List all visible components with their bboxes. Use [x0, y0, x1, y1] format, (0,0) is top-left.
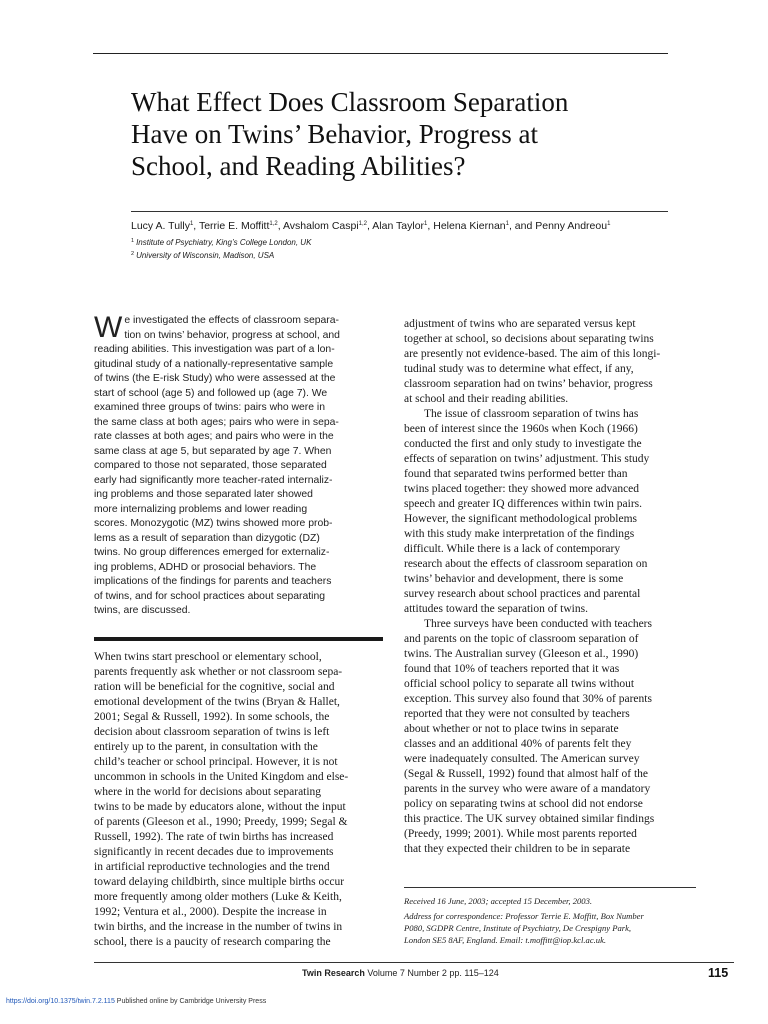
- abstract-line: of twins (the E-risk Study) who were assessed at the: [94, 373, 336, 384]
- body-line: Russell, 1992). The rate of twin births has increased: [94, 831, 334, 843]
- affiliation-number: 1: [131, 238, 135, 244]
- body-line: (Preedy, 1999; 2001). While most parents reported: [404, 828, 637, 840]
- body-line: toward delaying childbirth, since multiple births occur: [94, 876, 345, 888]
- journal-name: Twin Research: [302, 968, 365, 978]
- doi-link[interactable]: https://doi.org/10.1375/twin.7.2.115: [6, 998, 115, 1005]
- received-dates: [404, 896, 696, 908]
- body-column-right: [404, 317, 696, 857]
- body-line: this practice. The UK survey obtained similar findings: [404, 813, 655, 825]
- body-line: twins’ behavior and development, there is some: [404, 573, 624, 585]
- author-separator: ,: [367, 220, 373, 232]
- doi-line: [6, 998, 266, 1005]
- abstract-line: scores. Monozygotic (MZ) twins showed more prob-: [94, 518, 333, 529]
- body-line: exception. This survey also found that 30% of parents: [404, 693, 652, 705]
- abstract: [94, 311, 383, 619]
- body-line: with this study make interpretation of the findings: [404, 528, 635, 540]
- body-line: speech and greater IQ differences within twin pairs.: [404, 498, 643, 510]
- author-name: Terrie E. Moffitt: [198, 220, 270, 232]
- body-line: policy on separating twins at school did not endorse: [404, 798, 643, 810]
- abstract-line: examined three groups of twins: pairs who were in: [94, 402, 326, 413]
- footnote-rule: [404, 887, 696, 888]
- body-line: that they expected their children to be in separate: [404, 843, 631, 855]
- correspondence-address: [404, 911, 696, 946]
- body-line: Three surveys have been conducted with teachers: [424, 618, 652, 630]
- journal-info: [302, 968, 499, 978]
- journal-volume: Volume 7 Number 2 pp. 115–124: [367, 968, 499, 978]
- author-name: Helena Kiernan: [433, 220, 506, 232]
- author-affiliation: 1: [189, 221, 194, 227]
- body-line: found that 10% of teachers reported that it was: [404, 663, 620, 675]
- body-line: parents in the survey who were aware of a mandatory: [404, 783, 651, 795]
- body-line: 2001; Segal & Russell, 1992). In some schools, the: [94, 711, 330, 723]
- body-line: survey research about school practices and parental: [404, 588, 641, 600]
- body-line: effects of separation on twins’ adjustment. This study: [404, 453, 650, 465]
- abstract-line: implications of the findings for parents and teachers: [94, 576, 332, 587]
- body-line: at school and their reading abilities.: [404, 393, 569, 405]
- affiliation-text: Institute of Psychiatry, King’s College London, UK: [136, 238, 312, 247]
- body-column-left: [94, 650, 383, 950]
- body-line: more frequently among older mothers (Luke & Keith,: [94, 891, 342, 903]
- author-list: [131, 217, 691, 233]
- abstract-line: start of school (age 5) and followed up (age 7). We: [94, 387, 328, 399]
- body-line: significantly in recent decades due to improvements: [94, 846, 334, 858]
- author-affiliation: 1: [607, 221, 611, 227]
- body-line: and parents on the topic of classroom separation of: [404, 633, 639, 645]
- body-line: (Segal & Russell, 1992) found that almost half of the: [404, 768, 649, 780]
- body-line: school, there is a paucity of research comparing the: [94, 936, 331, 948]
- title-line: What Effect Does Classroom Separation: [131, 87, 569, 117]
- title-line: School, and Reading Abilities?: [131, 151, 466, 181]
- body-line: twin births, and the increase in the number of twins in: [94, 921, 343, 933]
- abstract-line: ing problems and those separated later showed: [94, 489, 313, 500]
- body-line: When twins start preschool or elementary school,: [94, 651, 322, 663]
- body-line: The issue of classroom separation of twins has: [424, 408, 639, 420]
- abstract-line: early had significantly more teacher-rated internaliz-: [94, 474, 333, 486]
- abstract-divider: [94, 637, 383, 641]
- address-line: London SE5 8AF, England. Email: t.moffitt@iop.kcl.ac.uk.: [404, 934, 607, 945]
- published-note: Published online by Cambridge University Press: [116, 998, 267, 1005]
- body-line: adjustment of twins who are separated versus kept: [404, 318, 636, 330]
- author-affiliation: 1: [424, 221, 428, 227]
- received-text: Received 16 June, 2003; accepted 15 December, 2003.: [404, 896, 593, 906]
- body-line: about whether or not to place twins in separate: [404, 723, 619, 735]
- body-line: in artificial reproductive technologies and the trend: [94, 861, 330, 873]
- author-separator: , and: [508, 220, 536, 232]
- article-title: [131, 86, 651, 182]
- abstract-line: compared to those not separated, those separated: [94, 460, 327, 471]
- footer-rule: [94, 962, 734, 963]
- body-line: where in the world for decisions about separating: [94, 786, 322, 798]
- body-line: found that separated twins performed better than: [404, 468, 628, 480]
- affiliation-text: University of Wisconsin, Madison, USA: [136, 251, 275, 260]
- author-separator: ,: [277, 220, 283, 232]
- author-name: Penny Andreou: [535, 220, 608, 232]
- body-line: classroom separation had on twins’ behavior, progress: [404, 378, 653, 390]
- affiliation-number: 2: [131, 251, 135, 257]
- abstract-lines: [94, 311, 383, 619]
- author-affiliation: 1: [505, 221, 509, 227]
- affiliation: [131, 236, 531, 248]
- body-line: official school policy to separate all twins without: [404, 678, 635, 690]
- body-line: together at school, so decisions about separating twins: [404, 333, 654, 345]
- abstract-line: lems as a result of separation than dizygotic (DZ): [94, 532, 320, 544]
- author-rule: [131, 211, 668, 212]
- address-line: P080, SGDPR Centre, Institute of Psychiatry, De Crespigny Park,: [404, 922, 632, 933]
- body-line: reported that they were not consulted by teachers: [404, 708, 630, 720]
- abstract-line: of twins, and for school practices about separating: [94, 590, 326, 602]
- body-line: conducted the first and only study to investigate the: [404, 438, 642, 450]
- address-line: Address for correspondence: Professor Terrie E. Moffitt, Box Number: [404, 911, 644, 921]
- abstract-line: tion on twins’ behavior, progress at school, and: [124, 329, 340, 341]
- body-line: ration will be beneficial for the cognitive, social and: [94, 681, 335, 693]
- body-line: twins placed together: they showed more advanced: [404, 483, 640, 495]
- abstract-line: gitudinal study of a nationally-representative sample: [94, 358, 334, 370]
- abstract-line: twins, are discussed.: [94, 605, 191, 616]
- author-name: Lucy A. Tully: [131, 220, 190, 232]
- body-line: decision about classroom separation of twins is left: [94, 726, 330, 738]
- body-line: However, the significant methodological problems: [404, 513, 637, 525]
- body-line: emotional development of the twins (Bryan & Hallet,: [94, 696, 340, 708]
- author-affiliation: 1,2: [269, 221, 278, 227]
- abstract-line: the same class at both ages; pairs who were in sepa-: [94, 416, 339, 428]
- author-separator: ,: [193, 220, 199, 232]
- body-line: are presently not evidence-based. The aim of this longi-: [404, 348, 661, 360]
- body-line: research about the effects of classroom separation on: [404, 558, 648, 570]
- author-affiliation: 1,2: [358, 221, 368, 227]
- page-number: 115: [708, 966, 729, 980]
- body-line: parents frequently ask whether or not classroom sepa-: [94, 666, 343, 678]
- abstract-line: same class at age 5, but separated by age 7. When: [94, 445, 332, 457]
- body-line: child’s teacher or school principal. However, it is not: [94, 756, 338, 768]
- abstract-line: e investigated the effects of classroom separa-: [124, 315, 339, 326]
- title-line: Have on Twins’ Behavior, Progress at: [131, 119, 538, 149]
- author-name: Avshalom Caspi: [282, 220, 359, 232]
- body-line: entirely up to the parent, in consultation with the: [94, 741, 318, 753]
- body-line: 1992; Ventura et al., 2000). Despite the increase in: [94, 906, 327, 918]
- abstract-line: more internalizing problems and lower reading: [94, 503, 308, 515]
- body-line: been of interest since the 1960s when Koch (1966): [404, 423, 638, 435]
- header-rule: [93, 53, 668, 54]
- body-line: twins. The Australian survey (Gleeson et al., 1990): [404, 648, 639, 660]
- abstract-line: twins. No group differences emerged for externaliz-: [94, 547, 330, 558]
- author-name: Alan Taylor: [372, 220, 425, 232]
- body-line: tudinal study was to determine what effect, if any,: [404, 363, 634, 375]
- abstract-line: reading abilities. This investigation was part of a lon-: [94, 344, 335, 355]
- body-line: uncommon in schools in the United Kingdom and else-: [94, 771, 349, 783]
- body-line: were inadequately consulted. The American survey: [404, 753, 640, 765]
- body-line: difficult. While there is a lack of contemporary: [404, 543, 621, 555]
- abstract-line: rate classes at both ages; and pairs who were in the: [94, 431, 334, 442]
- body-line: of parents (Gleeson et al., 1990; Preedy, 1999; Segal &: [94, 816, 348, 828]
- author-separator: ,: [427, 220, 434, 232]
- affiliation: [131, 249, 531, 261]
- body-line: attitudes toward the separation of twins.: [404, 603, 588, 615]
- abstract-line: ing problems, ADHD or prosocial behaviors. The: [94, 561, 317, 573]
- abstract-dropcap: W: [94, 311, 123, 344]
- body-line: twins to be made by educators alone, without the input: [94, 801, 346, 813]
- body-line: classes and an additional 40% of parents felt they: [404, 738, 632, 750]
